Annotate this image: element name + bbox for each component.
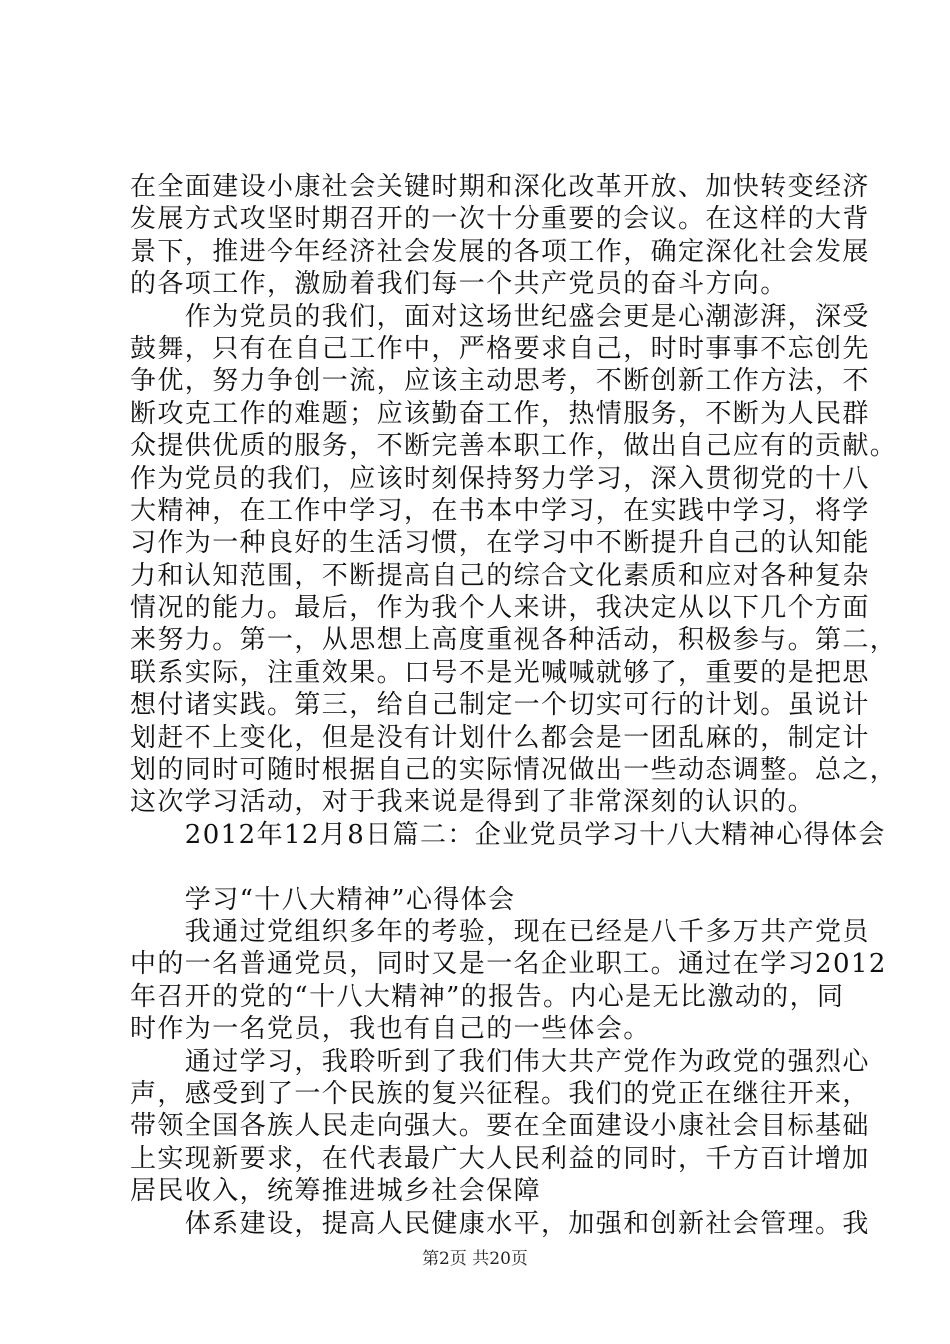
text-line: 居民收入，统筹推进城乡社会保障 [130, 1176, 542, 1207]
text-line: 体系建设，提高人民健康水平，加强和创新社会管理。我 [130, 1208, 870, 1239]
text-line: 学习“十八大精神”心得体会 [130, 884, 516, 915]
text-line: 断攻克工作的难题；应该勤奋工作，热情服务，不断为人民群 [130, 398, 870, 429]
text-line: 争优，努力争创一流，应该主动思考，不断创新工作方法，不 [130, 366, 870, 397]
text-line: 2012年12月8日篇二：企业党员学习十八大精神心得体会 [130, 819, 886, 850]
text-line: 大精神，在工作中学习，在书本中学习，在实践中学习，将学 [130, 495, 870, 526]
text-line: 来努力。第一，从思想上高度重视各种活动，积极参与。第二， [130, 625, 898, 656]
text-line: 情况的能力。最后，作为我个人来讲，我决定从以下几个方面 [130, 593, 870, 624]
text-line: 联系实际，注重效果。口号不是光喊喊就够了，重要的是把思 [130, 657, 870, 688]
text-line: 景下，推进今年经济社会发展的各项工作，确定深化社会发展 [130, 236, 870, 267]
text-line: 年召开的党的“十八大精神”的报告。内心是无比激动的，同 [130, 981, 845, 1012]
text-line: 我通过党组织多年的考验，现在已经是八千多万共产党员 [130, 916, 870, 947]
text-line: 时作为一名党员，我也有自己的一些体会。 [130, 1014, 651, 1045]
text-line: 作为党员的我们，面对这场世纪盛会更是心潮澎湃，深受 [130, 301, 870, 332]
text-line: 想付诸实践。第三，给自己制定一个切实可行的计划。虽说计 [130, 690, 870, 721]
text-line: 力和认知范围，不断提高自己的综合文化素质和应对各种复杂 [130, 560, 870, 591]
text-line: 发展方式攻坚时期召开的一次十分重要的会议。在这样的大背 [130, 204, 870, 235]
text-line: 划的同时可随时根据自己的实际情况做出一些动态调整。总之， [130, 755, 898, 786]
text-line: 众提供优质的服务，不断完善本职工作，做出自己应有的贡献。 [130, 431, 898, 462]
text-line: 通过学习，我聆听到了我们伟大共产党作为政党的强烈心 [130, 1046, 870, 1077]
body-text [130, 171, 898, 1240]
text-line: 作为党员的我们，应该时刻保持努力学习，深入贯彻党的十八 [130, 463, 870, 494]
text-line: 在全面建设小康社会关键时期和深化改革开放、加快转变经济 [130, 172, 870, 202]
text-line: 带领全国各族人民走向强大。要在全面建设小康社会目标基础 [130, 1111, 870, 1142]
text-line: 习作为一种良好的生活习惯，在学习中不断提升自己的认知能 [130, 528, 870, 559]
text-line: 划赶不上变化，但是没有计划什么都会是一团乱麻的，制定计 [130, 722, 870, 753]
text-line: 中的一名普通党员，同时又是一名企业职工。通过在学习2012 [130, 949, 887, 980]
text-line: 鼓舞，只有在自己工作中，严格要求自己，时时事事不忘创先 [130, 333, 870, 364]
text-line: 这次学习活动，对于我来说是得到了非常深刻的认识的。 [130, 787, 816, 818]
page-footer: 第2页 共20页 [422, 1249, 528, 1269]
text-line: 声，感受到了一个民族的复兴征程。我们的党正在继往开来， [130, 1078, 870, 1109]
text-line: 的各项工作，激励着我们每一个共产党员的奋斗方向。 [130, 269, 788, 300]
text-line: 上实现新要求，在代表最广大人民利益的同时，千方百计增加 [130, 1143, 870, 1174]
text-line [130, 851, 830, 883]
